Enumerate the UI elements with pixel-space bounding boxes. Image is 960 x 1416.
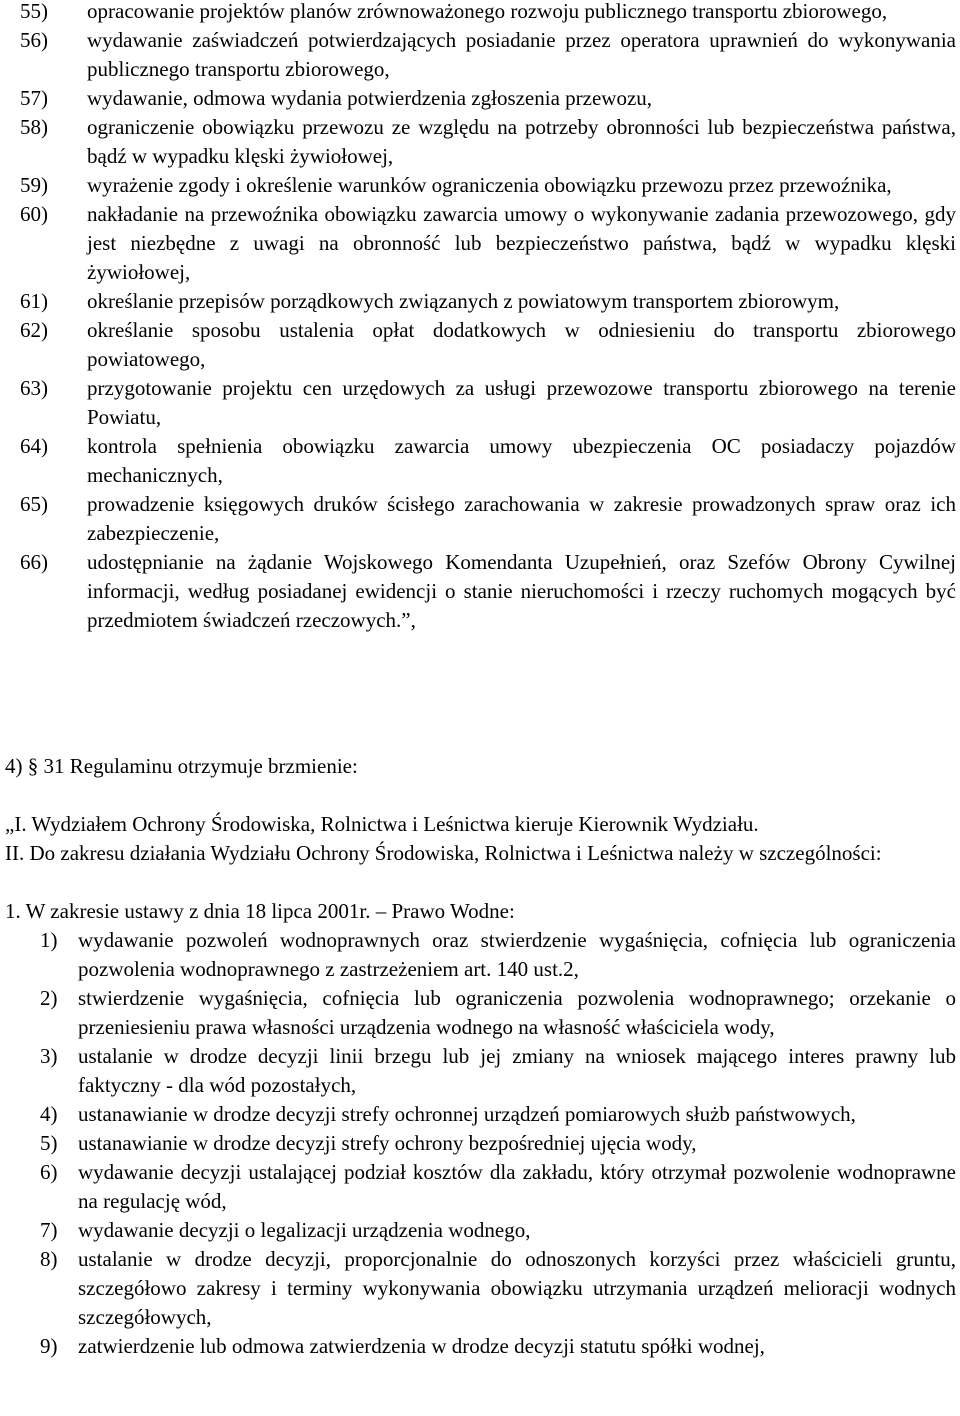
list-item-4 — [0, 1100, 956, 1129]
list-item-9 — [0, 1332, 956, 1361]
list-item-8 — [0, 1245, 956, 1332]
point-4-heading: 4) § 31 Regulaminu otrzymuje brzmienie: — [5, 754, 358, 778]
item-text: udostępnianie na żądanie Wojskowego Komendanta Uzupełnień, oraz Szefów Obrony Cywilnej informacji, według posiadanej ewidencji o stanie nieruchomości i rzeczy ruchomych mogących być przedmiotem świadczeń rzeczowych.”, — [87, 550, 956, 632]
item-number: 9) — [40, 1334, 58, 1358]
list-item-58 — [0, 113, 956, 171]
section-II-paragraph: II. Do zakresu działania Wydziału Ochrony Środowiska, Rolnictwa i Leśnictwa należy w szczególności: — [5, 841, 882, 865]
item-number: 55) — [20, 0, 48, 23]
item-text: prowadzenie księgowych druków ścisłego zarachowania w zakresie prowadzonych spraw oraz ich zabezpieczenie, — [87, 492, 956, 545]
list-water-law-duties — [0, 926, 956, 1361]
item-number: 56) — [20, 28, 48, 52]
item-number: 6) — [40, 1160, 58, 1184]
list-item-55 — [0, 0, 956, 26]
item-number: 1) — [40, 928, 58, 952]
item-number: 60) — [20, 202, 48, 226]
item-number: 64) — [20, 434, 48, 458]
item-text: ustalanie w drodze decyzji linii brzegu lub jej zmiany na wniosek mającego interes prawny lub faktyczny - dla wód pozostałych, — [78, 1044, 956, 1097]
item-number: 57) — [20, 86, 48, 110]
item-number: 2) — [40, 986, 58, 1010]
list-item-64 — [0, 432, 956, 490]
item-text: wyrażenie zgody i określenie warunków ograniczenia obowiązku przewozu przez przewoźnika, — [87, 173, 892, 197]
item-text: przygotowanie projektu cen urzędowych za usługi przewozowe transportu zbiorowego na terenie Powiatu, — [87, 376, 956, 429]
item-number: 7) — [40, 1218, 58, 1242]
item-number: 61) — [20, 289, 48, 313]
item-text: określanie sposobu ustalenia opłat dodatkowych w odniesieniu do transportu zbiorowego powiatowego, — [87, 318, 956, 371]
list-item-66 — [0, 548, 956, 635]
list-item-60 — [0, 200, 956, 287]
item-number: 58) — [20, 115, 48, 139]
list-item-59 — [0, 171, 956, 200]
item-text: wydawanie decyzji ustalającej podział kosztów dla zakładu, który otrzymał pozwolenie wodnoprawne na regulację wód, — [78, 1160, 956, 1213]
item-text: wydawanie, odmowa wydania potwierdzenia zgłoszenia przewozu, — [87, 86, 653, 110]
item-text: opracowanie projektów planów zrównoważonego rozwoju publicznego transportu zbiorowego, — [87, 0, 888, 23]
subsection-1-heading: 1. W zakresie ustawy z dnia 18 lipca 2001r. – Prawo Wodne: — [5, 899, 515, 923]
list-item-7 — [0, 1216, 956, 1245]
item-number: 65) — [20, 492, 48, 516]
list-item-1 — [0, 926, 956, 984]
item-text: ograniczenie obowiązku przewozu ze względu na potrzeby obronności lub bezpieczeństwa państwa, bądź w wypadku klęski żywiołowej, — [87, 115, 956, 168]
list-item-2 — [0, 984, 956, 1042]
list-item-62 — [0, 316, 956, 374]
item-number: 5) — [40, 1131, 58, 1155]
item-text: ustalanie w drodze decyzji, proporcjonalnie do odnoszonych korzyści przez właścicieli gruntu, szczegółowo zakresy i terminy wykonywania obowiązku utrzymania urządzeń melioracji wodnych szczegółowych, — [78, 1247, 956, 1329]
list-item-61 — [0, 287, 956, 316]
item-text: nakładanie na przewoźnika obowiązku zawarcia umowy o wykonywanie zadania przewozowego, gdy jest niezbędne z uwagi na obronność lub bezpieczeństwo państwa, bądź w wypadku klęski żywiołowej, — [87, 202, 956, 284]
list-item-6 — [0, 1158, 956, 1216]
item-text: wydawanie decyzji o legalizacji urządzenia wodnego, — [78, 1218, 531, 1242]
list-item-3 — [0, 1042, 956, 1100]
item-text: zatwierdzenie lub odmowa zatwierdzenia w drodze decyzji statutu spółki wodnej, — [78, 1334, 765, 1358]
item-text: ustanawianie w drodze decyzji strefy ochrony bezpośredniej ujęcia wody, — [78, 1131, 697, 1155]
item-number: 63) — [20, 376, 48, 400]
item-number: 59) — [20, 173, 48, 197]
item-number: 4) — [40, 1102, 58, 1126]
list-item-56 — [0, 26, 956, 84]
list-duties-55-66 — [0, 0, 956, 635]
item-text: określanie przepisów porządkowych związanych z powiatowym transportem zbiorowym, — [87, 289, 840, 313]
list-item-63 — [0, 374, 956, 432]
item-number: 62) — [20, 318, 48, 342]
item-number: 8) — [40, 1247, 58, 1271]
item-text: kontrola spełnienia obowiązku zawarcia umowy ubezpieczenia OC posiadaczy pojazdów mechanicznych, — [87, 434, 956, 487]
section-I-paragraph: „I. Wydziałem Ochrony Środowiska, Rolnictwa i Leśnictwa kieruje Kierownik Wydziału. — [5, 812, 759, 836]
item-text: stwierdzenie wygaśnięcia, cofnięcia lub ograniczenia pozwolenia wodnoprawnego; orzekanie o przeniesieniu prawa własności urządzenia wodnego na własność właściciela wody, — [78, 986, 956, 1039]
list-item-57 — [0, 84, 956, 113]
list-item-5 — [0, 1129, 956, 1158]
item-text: wydawanie zaświadczeń potwierdzających posiadanie przez operatora uprawnień do wykonywania publicznego transportu zbiorowego, — [87, 28, 956, 81]
item-text: wydawanie pozwoleń wodnoprawnych oraz stwierdzenie wygaśnięcia, cofnięcia lub ograniczenia pozwolenia wodnoprawnego z zastrzeżeniem art. 140 ust.2, — [78, 928, 956, 981]
item-number: 66) — [20, 550, 48, 574]
item-text: ustanawianie w drodze decyzji strefy ochronnej urządzeń pomiarowych służb państwowych, — [78, 1102, 856, 1126]
list-item-65 — [0, 490, 956, 548]
item-number: 3) — [40, 1044, 58, 1068]
